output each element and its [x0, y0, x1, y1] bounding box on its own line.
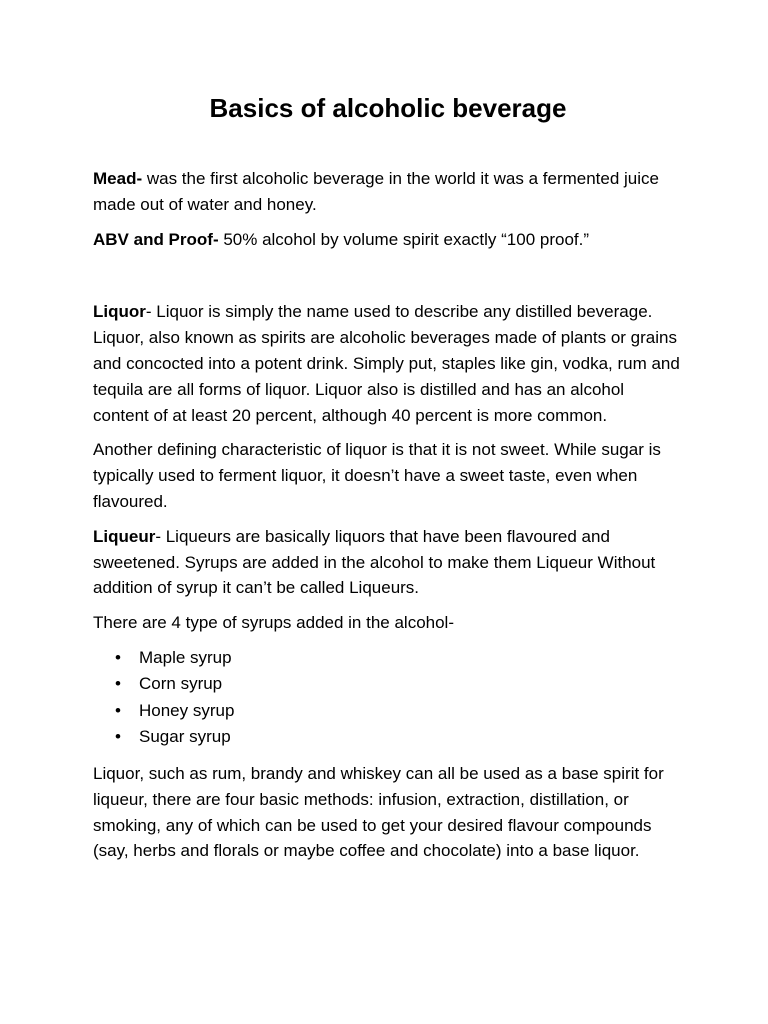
paragraph-liqueur: [93, 524, 683, 601]
list-item: [115, 645, 683, 672]
paragraph-mead: [93, 166, 683, 218]
bullet-icon: •: [115, 727, 121, 747]
paragraph-abv: [93, 227, 683, 253]
document-body: [93, 88, 683, 873]
bullet-icon: •: [115, 674, 121, 694]
paragraph-closing: Liquor, such as rum, brandy and whiskey can all be used as a base spirit for liqueur, there are four basic methods: infusion, extraction, distillation, or smoking, any of which can be used to get your desired flavour compounds (say, herbs and florals or maybe coffee and chocolate) into a base liquor.: [93, 763, 664, 861]
term-mead: Mead-: [93, 169, 143, 188]
text-liquor: - Liquor is simply the name used to describe any distilled beverage. Liquor, also known as spirits are alcoholic beverages made of plants or grains and concocted into a potent drink. Simply put, staples like gin, vodka, rum and tequila are all forms of liquor. Liquor also is distilled and has an alcohol content of at least 20 percent, although 40 percent is more common.: [93, 302, 680, 425]
text-mead: was the first alcoholic beverage in the world it was a fermented juice made out of water and honey.: [93, 169, 659, 214]
list-item-label: Honey syrup: [139, 700, 235, 720]
paragraph-syrups-intro: There are 4 type of syrups added in the alcohol-: [93, 613, 454, 633]
list-item: [115, 671, 683, 698]
bullet-icon: •: [115, 647, 121, 667]
list-item-label: Maple syrup: [139, 647, 232, 667]
page-title: Basics of alcoholic beverage: [209, 93, 567, 123]
term-abv: ABV and Proof-: [93, 229, 219, 249]
list-item: [115, 724, 683, 751]
list-item-label: Corn syrup: [139, 674, 223, 694]
bullet-icon: •: [115, 700, 121, 720]
list-item: [115, 698, 683, 725]
text-abv: 50% alcohol by volume spirit exactly “100 proof.”: [218, 229, 590, 249]
paragraph-characteristic: Another defining characteristic of liquor is that it is not sweet. While sugar is typically used to ferment liquor, it doesn’t have a sweet taste, even when flavoured.: [93, 440, 661, 511]
syrup-list: [93, 645, 683, 751]
text-liqueur: - Liqueurs are basically liquors that have been flavoured and sweetened. Syrups are added in the alcohol to make them Liqueur Without addition of syrup it can’t be called Liqueurs.: [93, 526, 656, 598]
term-liquor: Liquor: [93, 302, 146, 322]
paragraph-liquor: [93, 299, 683, 428]
list-item-label: Sugar syrup: [139, 727, 231, 747]
term-liqueur: Liqueur: [93, 526, 156, 546]
